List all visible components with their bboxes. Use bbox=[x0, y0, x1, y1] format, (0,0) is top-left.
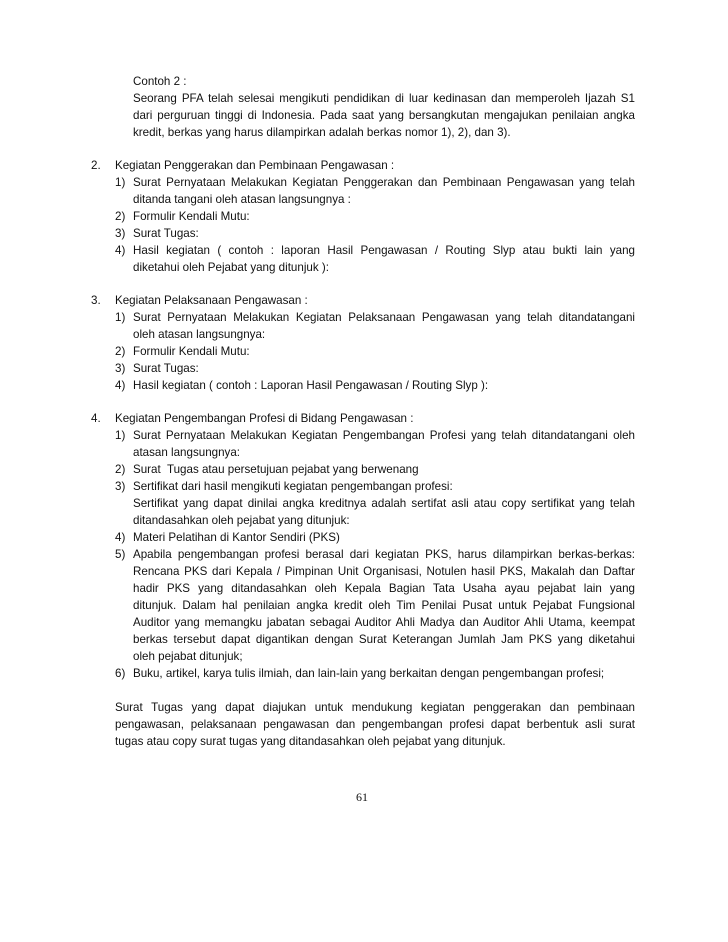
section-number: 2. bbox=[91, 159, 101, 172]
item-number: 4) bbox=[115, 531, 126, 544]
closing-line: tugas atau copy surat tugas yang ditandasahkan oleh pejabat yang ditunjuk. bbox=[115, 735, 506, 748]
item-line: Hasil kegiatan ( contoh : Laporan Hasil Pengawasan / Routing Slyp ): bbox=[133, 379, 489, 392]
item-number: 5) bbox=[115, 548, 126, 561]
item-number: 6) bbox=[115, 667, 126, 680]
item-number: 2) bbox=[115, 345, 126, 358]
section-number: 4. bbox=[91, 412, 101, 425]
item-number: 3) bbox=[115, 362, 126, 375]
section-title: Kegiatan Penggerakan dan Pembinaan Pengawasan : bbox=[115, 159, 395, 172]
item-line: Sertifikat dari hasil mengikuti kegiatan pengembangan profesi: bbox=[133, 480, 453, 493]
item-line: Rencana PKS dari Kepala / Pimpinan Unit Organisasi, Notulen hasil PKS, Makalah dan Daftar bbox=[133, 565, 635, 578]
item-line: Hasil kegiatan ( contoh : laporan Hasil Pengawasan / Routing Slyp atau bukti lain yang bbox=[133, 244, 635, 257]
item-number: 4) bbox=[115, 379, 126, 392]
item-line: oleh atasan langsungnya: bbox=[133, 328, 266, 341]
item-line: ditanda tangani oleh atasan langsungnya : bbox=[133, 193, 351, 206]
page-number: 61 bbox=[356, 790, 368, 804]
item-line: Formulir Kendali Mutu: bbox=[133, 210, 250, 223]
item-line: berkas tersebut dapat digantikan dengan Surat Keterangan Jumlah Jam PKS yang diketahui bbox=[133, 633, 635, 646]
item-line: atasan langsungnya: bbox=[133, 446, 241, 459]
item-line: Surat Tugas: bbox=[133, 227, 199, 240]
item-line: Buku, artikel, karya tulis ilmiah, dan lain-lain yang berkaitan dengan pengembangan profesi; bbox=[133, 667, 605, 680]
item-line: Auditor yang memangku jabatan sebagai Auditor Ahli Madya dan Auditor Ahli Utama, keempat bbox=[133, 616, 635, 629]
section-title: Kegiatan Pelaksanaan Pengawasan : bbox=[115, 294, 308, 307]
item-number: 3) bbox=[115, 480, 126, 493]
item-number: 2) bbox=[115, 463, 126, 476]
item-line: ditandasahkan oleh pejabat yang ditunjuk: bbox=[133, 514, 350, 527]
example-line: kredit, berkas yang harus dilampirkan adalah berkas nomor 1), 2), dan 3). bbox=[133, 126, 511, 139]
item-line: Surat Pernyataan Melakukan Kegiatan Pengembangan Profesi yang telah ditandatangani oleh bbox=[133, 429, 635, 442]
item-number: 2) bbox=[115, 210, 126, 223]
closing-line: pengawasan, pelaksanaan pengawasan dan pengembangan profesi dapat berbentuk asli surat bbox=[115, 718, 635, 731]
item-number: 4) bbox=[115, 244, 126, 257]
item-line: ditunjuk. Dalam hal penilaian angka kredit oleh Tim Penilai Pusat untuk Pejabat Fungsional bbox=[133, 599, 635, 612]
item-line: Apabila pengembangan profesi berasal dari kegiatan PKS, harus dilampirkan berkas-berkas: bbox=[133, 548, 635, 561]
item-line: Formulir Kendali Mutu: bbox=[133, 345, 250, 358]
section-title: Kegiatan Pengembangan Profesi di Bidang Pengawasan : bbox=[115, 412, 414, 425]
example-label: Contoh 2 : bbox=[133, 75, 187, 88]
item-line: oleh pejabat ditunjuk; bbox=[133, 650, 243, 663]
item-line: Surat Tugas atau persetujuan pejabat yang berwenang bbox=[133, 463, 419, 476]
item-line: Materi Pelatihan di Kantor Sendiri (PKS) bbox=[133, 531, 340, 544]
item-line: diketahui oleh Pejabat yang ditunjuk ): bbox=[133, 261, 329, 274]
section-number: 3. bbox=[91, 294, 101, 307]
example-line: dari perguruan tinggi di Indonesia. Pada saat yang bersangkutan mengajukan penilaian angka bbox=[133, 109, 635, 122]
item-number: 3) bbox=[115, 227, 126, 240]
item-line: Surat Tugas: bbox=[133, 362, 199, 375]
closing-line: Surat Tugas yang dapat diajukan untuk mendukung kegiatan penggerakan dan pembinaan bbox=[115, 701, 635, 714]
item-number: 1) bbox=[115, 176, 126, 189]
item-number: 1) bbox=[115, 311, 126, 324]
item-line: Surat Pernyataan Melakukan Kegiatan Pelaksanaan Pengawasan yang telah ditandatangani bbox=[133, 311, 635, 324]
example-line: Seorang PFA telah selesai mengikuti pendidikan di luar kedinasan dan memperoleh Ijazah S1 bbox=[133, 92, 635, 105]
item-line: Sertifikat yang dapat dinilai angka kreditnya adalah sertifat asli atau copy sertifikat yang telah bbox=[133, 497, 635, 510]
item-line: hadir PKS yang ditandasahkan oleh Kepala Bagian Tata Usaha ayau pejabat lain yang bbox=[133, 582, 635, 595]
item-line: Surat Pernyataan Melakukan Kegiatan Penggerakan dan Pembinaan Pengawasan yang telah bbox=[133, 176, 635, 189]
item-number: 1) bbox=[115, 429, 126, 442]
